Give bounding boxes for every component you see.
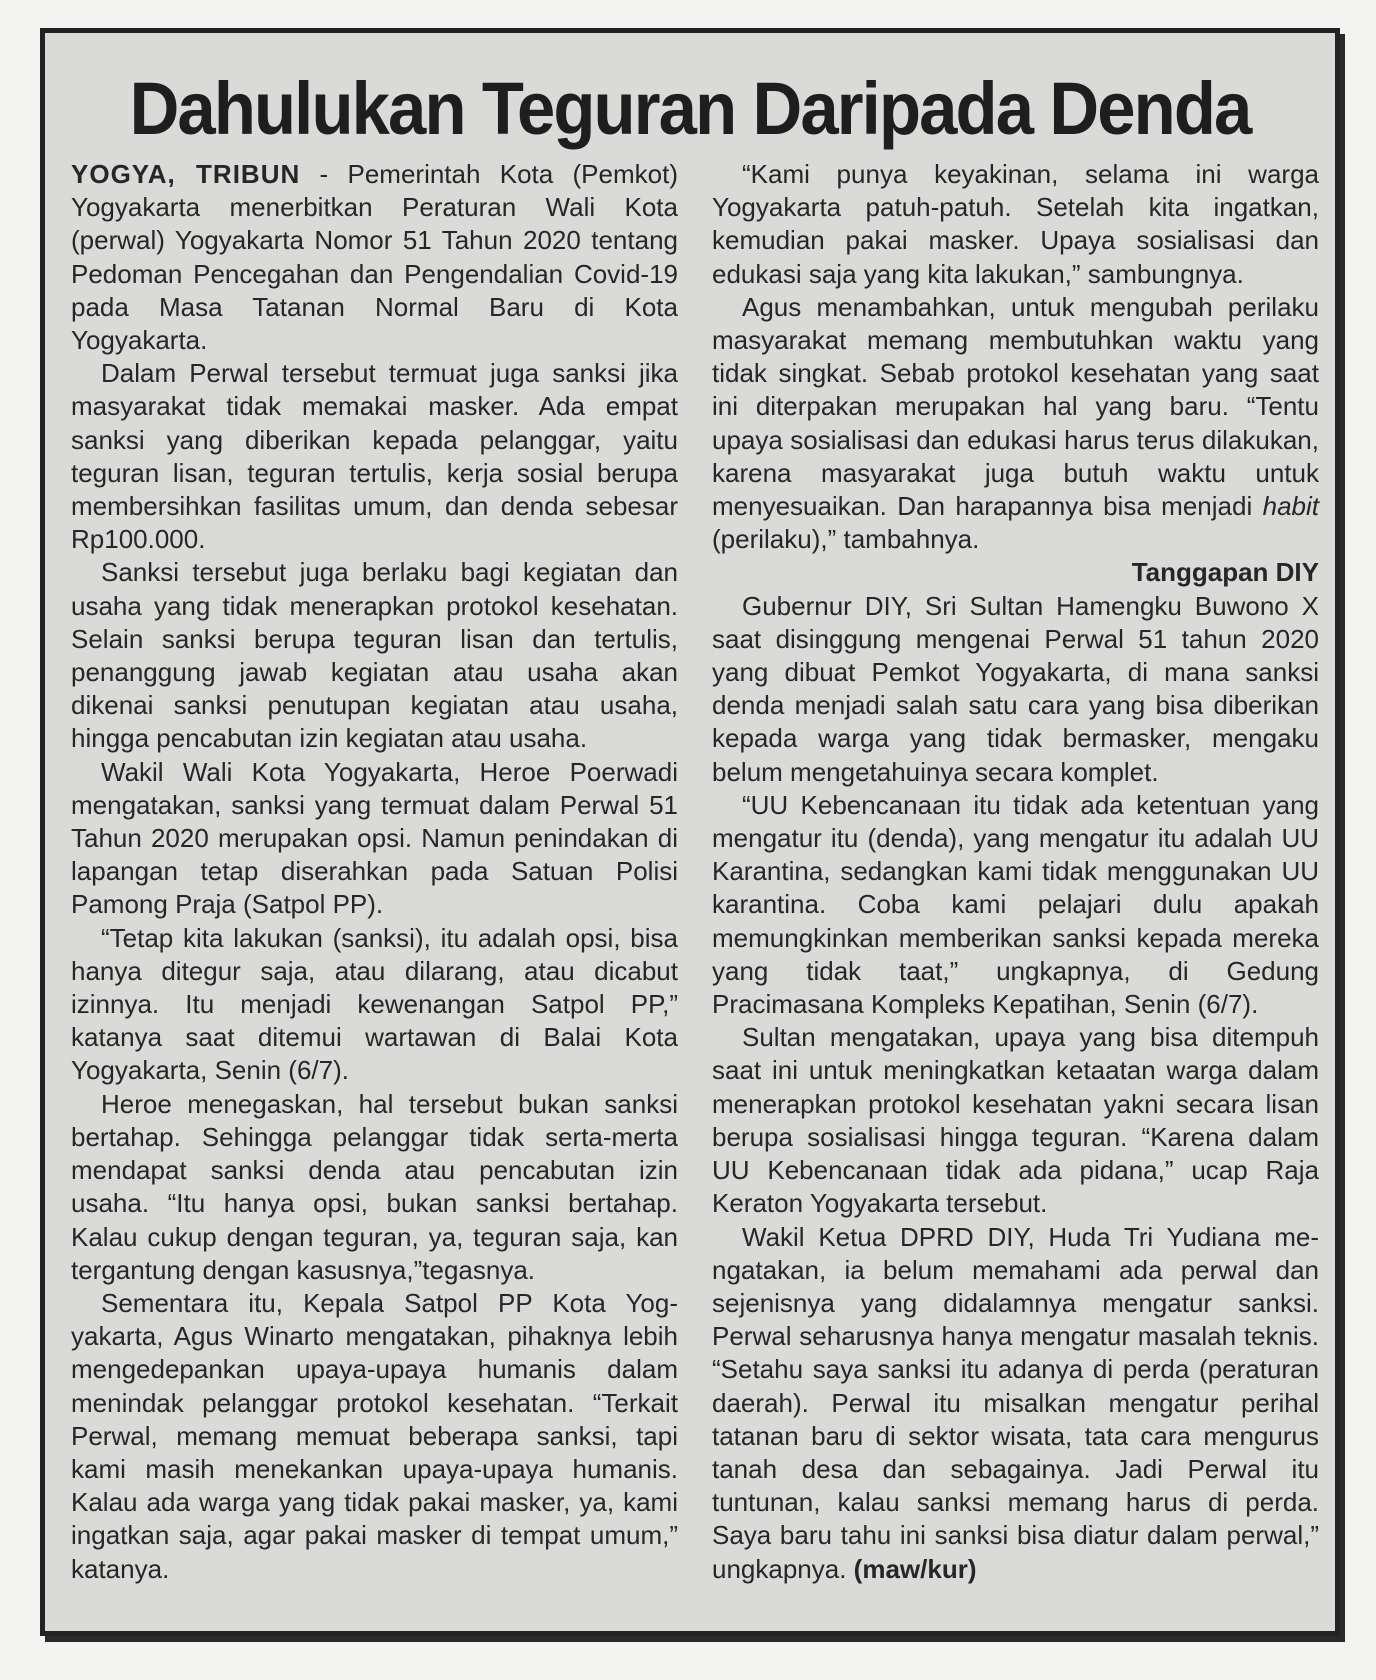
paragraph: [712, 291, 1319, 557]
section-subhead: Tanggapan DIY: [1131, 557, 1319, 588]
paragraph-text: Wakil Ketua DPRD DIY, Huda Tri Yudiana mengatakan, ia belum memahami ada perwal dan sejenisnya yang didalamnya mengatur sanksi. Perwal seharusnya hanya mengatur masalah teknis. “Setahu saya sanksi itu adanya di perda (peraturan daerah). Perwal itu misalkan mengatur perihal tatanan baru di sektor wisata, tata cara mengurus tanah desa dan sebagainya. Jadi Perwal itu tuntunan, kalau sanksi memang harus di perda. Saya baru tahu ini sanksi bisa diatur dalam perwal,” ungkapnya.: [712, 1221, 1319, 1584]
paragraph: Heroe menegaskan, hal tersebut bukan sanksi bertahap. Sehingga pelanggar tidak serta-merta mendapat sanksi denda atau pencabutan izin usaha. “Itu hanya opsi, bukan sanksi bertahap. Kalau cukup dengan teguran, ya, teguran saja, kan tergantung dengan kasusnya,”tegasnya.: [71, 1088, 678, 1285]
article-columns: [71, 158, 1319, 1608]
headline: Dahulukan Teguran Daripada Denda: [129, 67, 1251, 150]
paragraph: Gubernur DIY, Sri Sultan Hamengku Buwono X saat disinggung mengenai Perwal 51 tahun 2020 yang dibuat Pemkot Yogyakarta, di mana sanksi denda menjadi salah satu cara yang bisa diberikan kepada warga yang tidak bermasker, mengaku belum mengetahuinya secara komplet.: [712, 590, 1319, 787]
author-signoff: (maw/kur): [853, 1553, 977, 1584]
lead-text: - Pemerintah Kota (Pemkot) Yogyakarta menerbitkan Peraturan Wali Kota (perwal) Yogyakarta Nomor 51 Tahun 2020 tentang Pedoman Pencegahan dan Pengendalian Covid-19 pada Masa Tatanan Normal Baru di Kota Yogyakarta.: [71, 159, 678, 356]
lead-paragraph: [71, 158, 678, 357]
paragraph: [712, 1221, 1319, 1586]
paragraph: Sanksi tersebut juga berlaku bagi kegiatan dan usaha yang tidak menerapkan protokol kesehatan. Selain sanksi berupa teguran lisan dan tertulis, penanggung jawab kegiatan atau usaha akan dikenai sanksi penutupan kegiatan atau usaha, hingga pencabutan izin kegiatan atau usaha.: [71, 557, 678, 754]
right-column: [712, 158, 1319, 1608]
paragraph-text: (perilaku),” tambahnya.: [712, 524, 980, 555]
dateline: YOGYA, TRIBUN: [71, 159, 301, 189]
paragraph: “Kami punya keyakinan, selama ini warga Yogyakarta patuh-patuh. Setelah kita ingatkan, kemudian pakai masker. Upaya sosialisasi dan edukasi saja yang kita lakukan,” sambungnya.: [712, 159, 1319, 289]
paragraph: Sultan mengatakan, upaya yang bisa ditempuh saat ini untuk meningkatkan ketaatan warga dalam menerapkan protokol kesehatan yakni secara lisan berupa sosialisasi hingga teguran. “Karena dalam UU Kebencanaan tidak ada pidana,” ucap Raja Keraton Yogyakarta tersebut.: [712, 1022, 1319, 1219]
paragraph: Sementara itu, Kepala Satpol PP Kota Yogyakarta, Agus Winarto mengatakan, pihaknya lebih mengedepankan upaya-upaya humanis dalam menindak pelanggar protokol kesehatan. “Terkait Perwal, memang memuat beberapa sanksi, tapi kami masih menekankan upaya-upaya humanis. Kalau ada warga yang tidak pakai masker, ya, kami ingatkan saja, agar pakai masker di tempat umum,” katanya.: [71, 1287, 678, 1584]
newspaper-clipping: [40, 28, 1340, 1636]
paragraph: “UU Kebencanaan itu tidak ada ketentuan yang mengatur itu (denda), yang mengatur itu adalah UU Karantina, sedangkan kami tidak menggunakan UU karantina. Coba kami pelajari dulu apakah memungkinkan memberikan sanksi kepada mereka yang tidak taat,” ungkapnya, di Gedung Pracimasana Kompleks Kepatihan, Senin (6/7).: [712, 789, 1319, 1020]
paragraph-text: Agus menambahkan, untuk mengubah perilaku masyarakat memang membutuhkan waktu yang tidak singkat. Sebab protokol kesehatan yang saat ini diterpakan merupakan hal yang baru. “Tentu upaya sosialisasi dan edukasi harus terus dilakukan, karena masyarakat juga butuh waktu untuk menyesuaikan. Dan harapannya bisa menjadi: [712, 291, 1319, 522]
paragraph: Dalam Perwal tersebut termuat juga sanksi jika masyarakat tidak memakai masker. Ada empat sanksi yang diberikan kepada pelanggar, yaitu teguran lisan, teguran tertulis, kerja sosial berupa membersihkan fasilitas umum, dan denda sebesar Rp100.000.: [71, 358, 678, 555]
paragraph: Wakil Wali Kota Yogyakarta, Heroe Poerwadi mengatakan, sanksi yang termuat dalam Perwal 51 Tahun 2020 merupakan opsi. Namun penindakan di lapangan tetap diserahkan pada Satuan Polisi Pamong Praja (Satpol PP).: [71, 756, 678, 920]
left-column: [71, 158, 678, 1608]
paragraph: “Tetap kita lakukan (sanksi), itu adalah opsi, bisa hanya ditegur saja, atau dilarang, atau dicabut izinnya. Itu menjadi kewenangan Satpol PP,” katanya saat ditemui wartawan di Balai Kota Yogyakarta, Senin (6/7).: [71, 922, 678, 1086]
italic-term: habit: [1262, 491, 1319, 522]
